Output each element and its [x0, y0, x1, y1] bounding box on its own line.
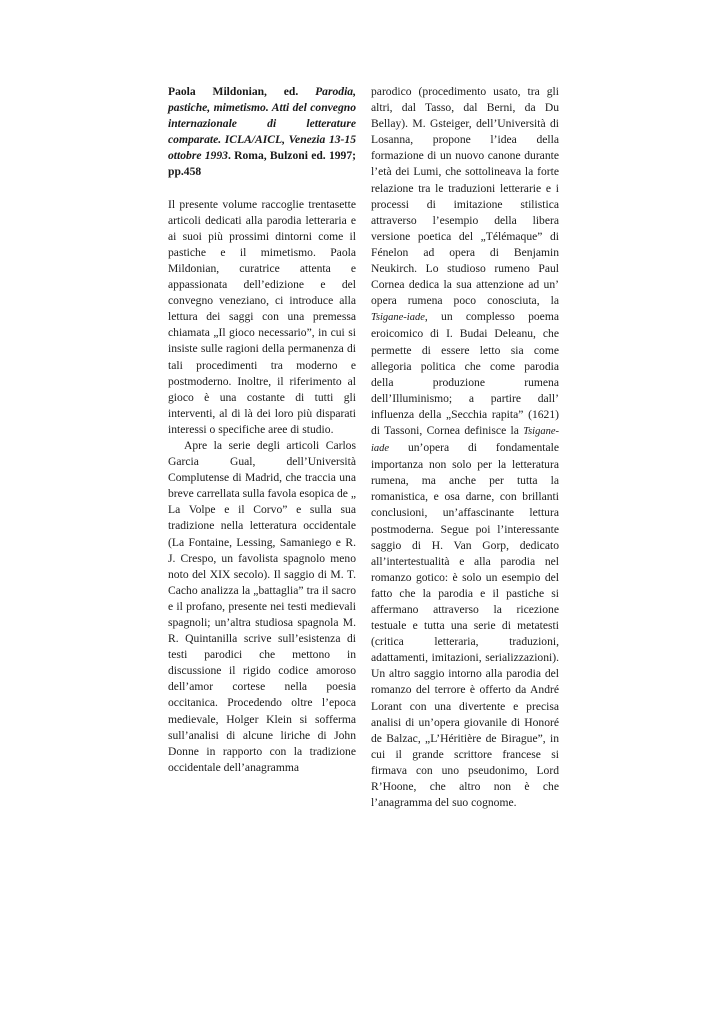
right-column: [371, 84, 559, 811]
paragraph-1: Il presente volume raccoglie trentasette articoli dedicati alla parodia letteraria e ai suoi più prossimi dintorni come il pastiche e il mimetismo. Paola Mildonian, curatrice attenta e appassionata dell’edizione e del convegno veneziano, ci introduce alla lettura dei saggi con una premessa chiamata „Il gioco necessario”, in cui si insiste sulle ragioni della permanenza di tali procedimenti tra moderno e postmoderno. Inoltre, il riferimento al gioco è una costante di tutti gli interventi, al di là dei loro più disparati interessi o specifiche aree di studio.: [168, 197, 356, 436]
review-heading: [168, 84, 356, 181]
paragraph-3-part-c: , un complesso poema eroicomico di I. Budai Deleanu, che permette di essere letto sia come allegoria politica che come parodia della produzione rumena dell’Illuminismo; a partire dall’ influenza della „Secchia rapita” (1621) di Tassoni, Cornea definisce la: [371, 310, 559, 437]
review-book-title: Parodia, pastiche, mimetismo. Atti del convegno internazionale di letterature comparate. ICLA/AICL, Venezia 13-15 ottobre 1993: [168, 85, 356, 163]
paragraph-3: [371, 84, 559, 811]
review-publisher: . Roma, Bulzoni ed. 1997; pp.458: [168, 149, 356, 179]
paragraph-2: Apre la serie degli articoli Carlos Garcia Gual, dell’Università Complutense di Madrid, che traccia una breve carrellata sulla favola esopica de „ La Volpe e il Corvo” e sulla sua tradizione nella letteratura occidentale (La Fontaine, Lessing, Samaniego e R. J. Crespo, un favolista spagnolo meno noto del XIX secolo). Il saggio di M. T. Cacho analizza la „battaglia” tra il sacro e il profano, presente nei testi medievali spagnoli; un’altra studiosa spagnola M. R. Quintanilla scrive sull’esistenza di testi parodici che mettono in discussione il rigido codice amoroso dell’amor cortese nella poesia occitanica. Procedendo oltre l’epoca medievale, Holger Klein si sofferma sull’analisi di alcune liriche di John Donne in rapporto con la tradizione occidentale dell’anagramma: [168, 438, 356, 774]
left-column: [168, 84, 356, 776]
review-editor: Paola Mildonian, ed.: [168, 85, 316, 98]
paragraph-3-title-1: Tsigane-iade: [371, 312, 425, 324]
paragraph-3-title-2: Tsigane-iade: [371, 425, 559, 455]
paragraph-3-part-e: un’opera di fondamentale importanza non solo per la letteratura rumena, ma anche per tutta la romanistica, e osa darne, con brillanti conclusioni, un’affascinante lettura postmoderna. Segue poi l’interessante saggio di H. Van Gorp, dedicato all’intertestualità e alla parodia nel romanzo gotico: è solo un esempio del fatto che la parodia e il pastiche si affermano attraverso la ricezione testuale e tutta una serie di metatesti (critica letteraria, traduzioni, adattamenti, imitazioni, serializzazioni). Un altro saggio intorno alla parodia del romanzo del terrore è offerto da André Lorant con una divertente e precisa analisi di un’opera giovanile di Honoré de Balzac, „L’Héritière de Birague”, in cui il grande scrittore francese si firmava con uno pseudonimo, Lord R’Hoone, che altro non è che l’anagramma del suo cognome.: [371, 441, 559, 810]
paragraph-3-part-a: parodico (procedimento usato, tra gli altri, dal Tasso, dal Berni, da Du Bellay). M. Gsteiger, dell’Università di Losanna, propone l’idea della formazione di un nuovo canone durante l’età dei Lumi, che sottolineava la forte relazione tra le traduzioni letterarie e i processi di imitazione stilistica attraverso l’esempio della libera versione poetica del „Télémaque” di Fénelon ad opera di Benjamin Neukirch. Lo studioso rumeno Paul Cornea dedica la sua attenzione ad un’ opera rumena poco conosciuta, la: [371, 85, 559, 308]
